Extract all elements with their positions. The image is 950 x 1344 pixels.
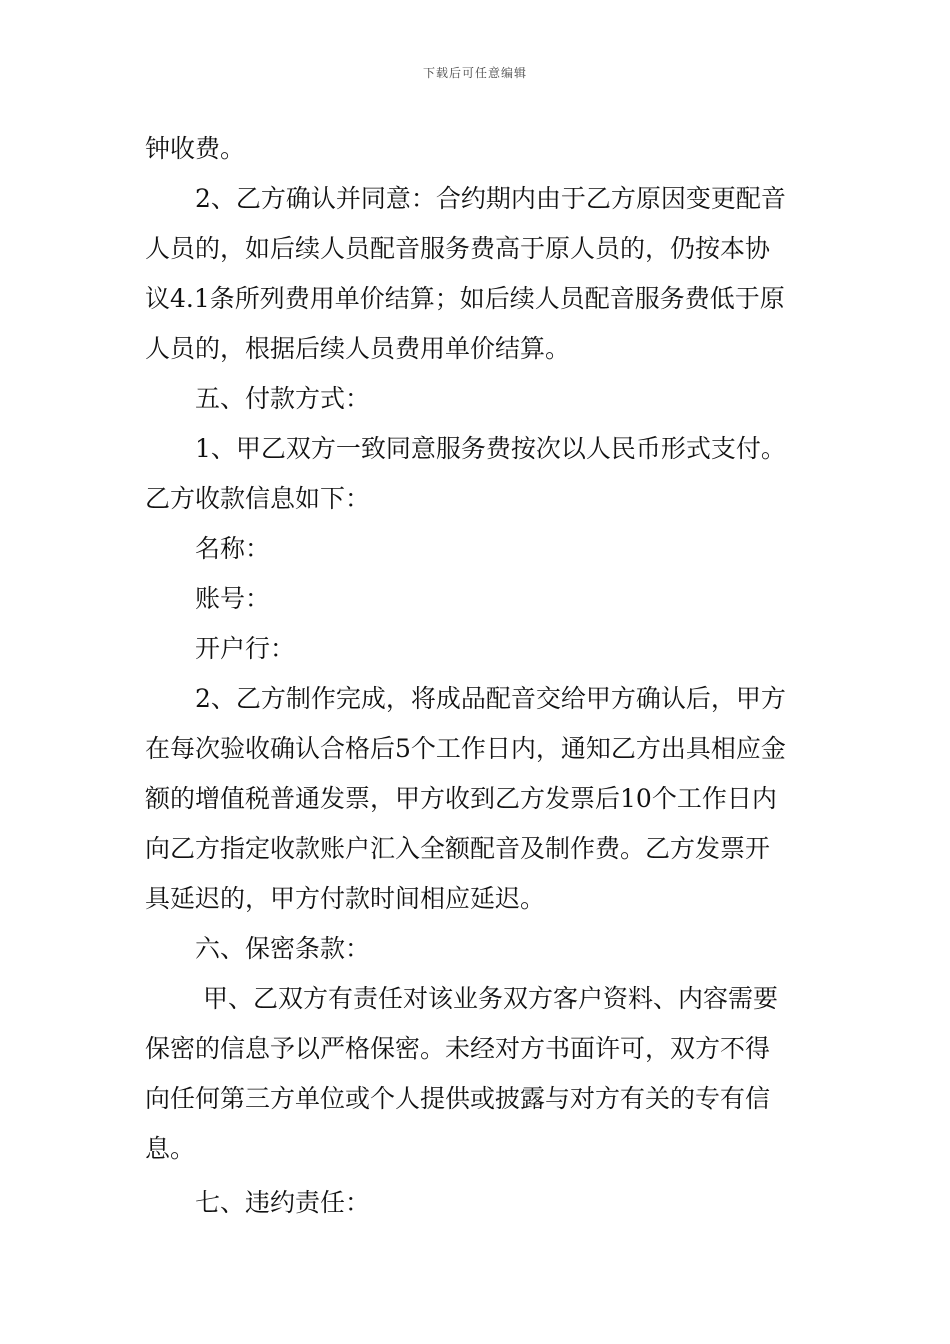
section-heading: 七、违约责任： xyxy=(195,1188,371,1217)
paragraph-line: 向乙方指定收款账户汇入全额配音及制作费。乙方发票开 xyxy=(145,834,771,863)
page-header: 下载后可任意编辑 xyxy=(422,66,527,80)
paragraph-line: 钟收费。 xyxy=(145,134,246,163)
paragraph-line: 甲、乙双方有责任对该业务双方客户资料、内容需要 xyxy=(203,984,779,1013)
paragraph-line: 2、乙方制作完成，将成品配音交给甲方确认后，甲方 xyxy=(195,684,786,713)
account-number-label: 账号： xyxy=(195,584,271,613)
paragraph-line: 乙方收款信息如下： xyxy=(145,484,371,513)
paragraph-line: 向任何第三方单位或个人提供或披露与对方有关的专有信 xyxy=(145,1084,771,1113)
paragraph-line: 2、乙方确认并同意：合约期内由于乙方原因变更配音 xyxy=(195,184,786,213)
payee-name-label: 名称： xyxy=(195,534,271,563)
paragraph-line: 议4.1条所列费用单价结算；如后续人员配音服务费低于原 xyxy=(145,284,785,313)
section-heading: 五、付款方式： xyxy=(195,384,371,413)
paragraph-line: 1、甲乙双方一致同意服务费按次以人民币形式支付。 xyxy=(195,434,786,463)
paragraph-line: 人员的，根据后续人员费用单价结算。 xyxy=(145,334,571,363)
paragraph-line: 息。 xyxy=(145,1134,196,1163)
paragraph-line: 额的增值税普通发票，甲方收到乙方发票后10个工作日内 xyxy=(145,784,777,813)
paragraph-line: 保密的信息予以严格保密。未经对方书面许可，双方不得 xyxy=(145,1034,771,1063)
paragraph-line: 具延迟的，甲方付款时间相应延迟。 xyxy=(145,884,546,913)
section-heading: 六、保密条款： xyxy=(195,934,371,963)
paragraph-line: 人员的，如后续人员配音服务费高于原人员的，仍按本协 xyxy=(145,234,771,263)
bank-label: 开户行： xyxy=(195,634,296,663)
document-body xyxy=(145,124,810,1228)
paragraph-line: 在每次验收确认合格后5个工作日内，通知乙方出具相应金 xyxy=(145,734,786,763)
